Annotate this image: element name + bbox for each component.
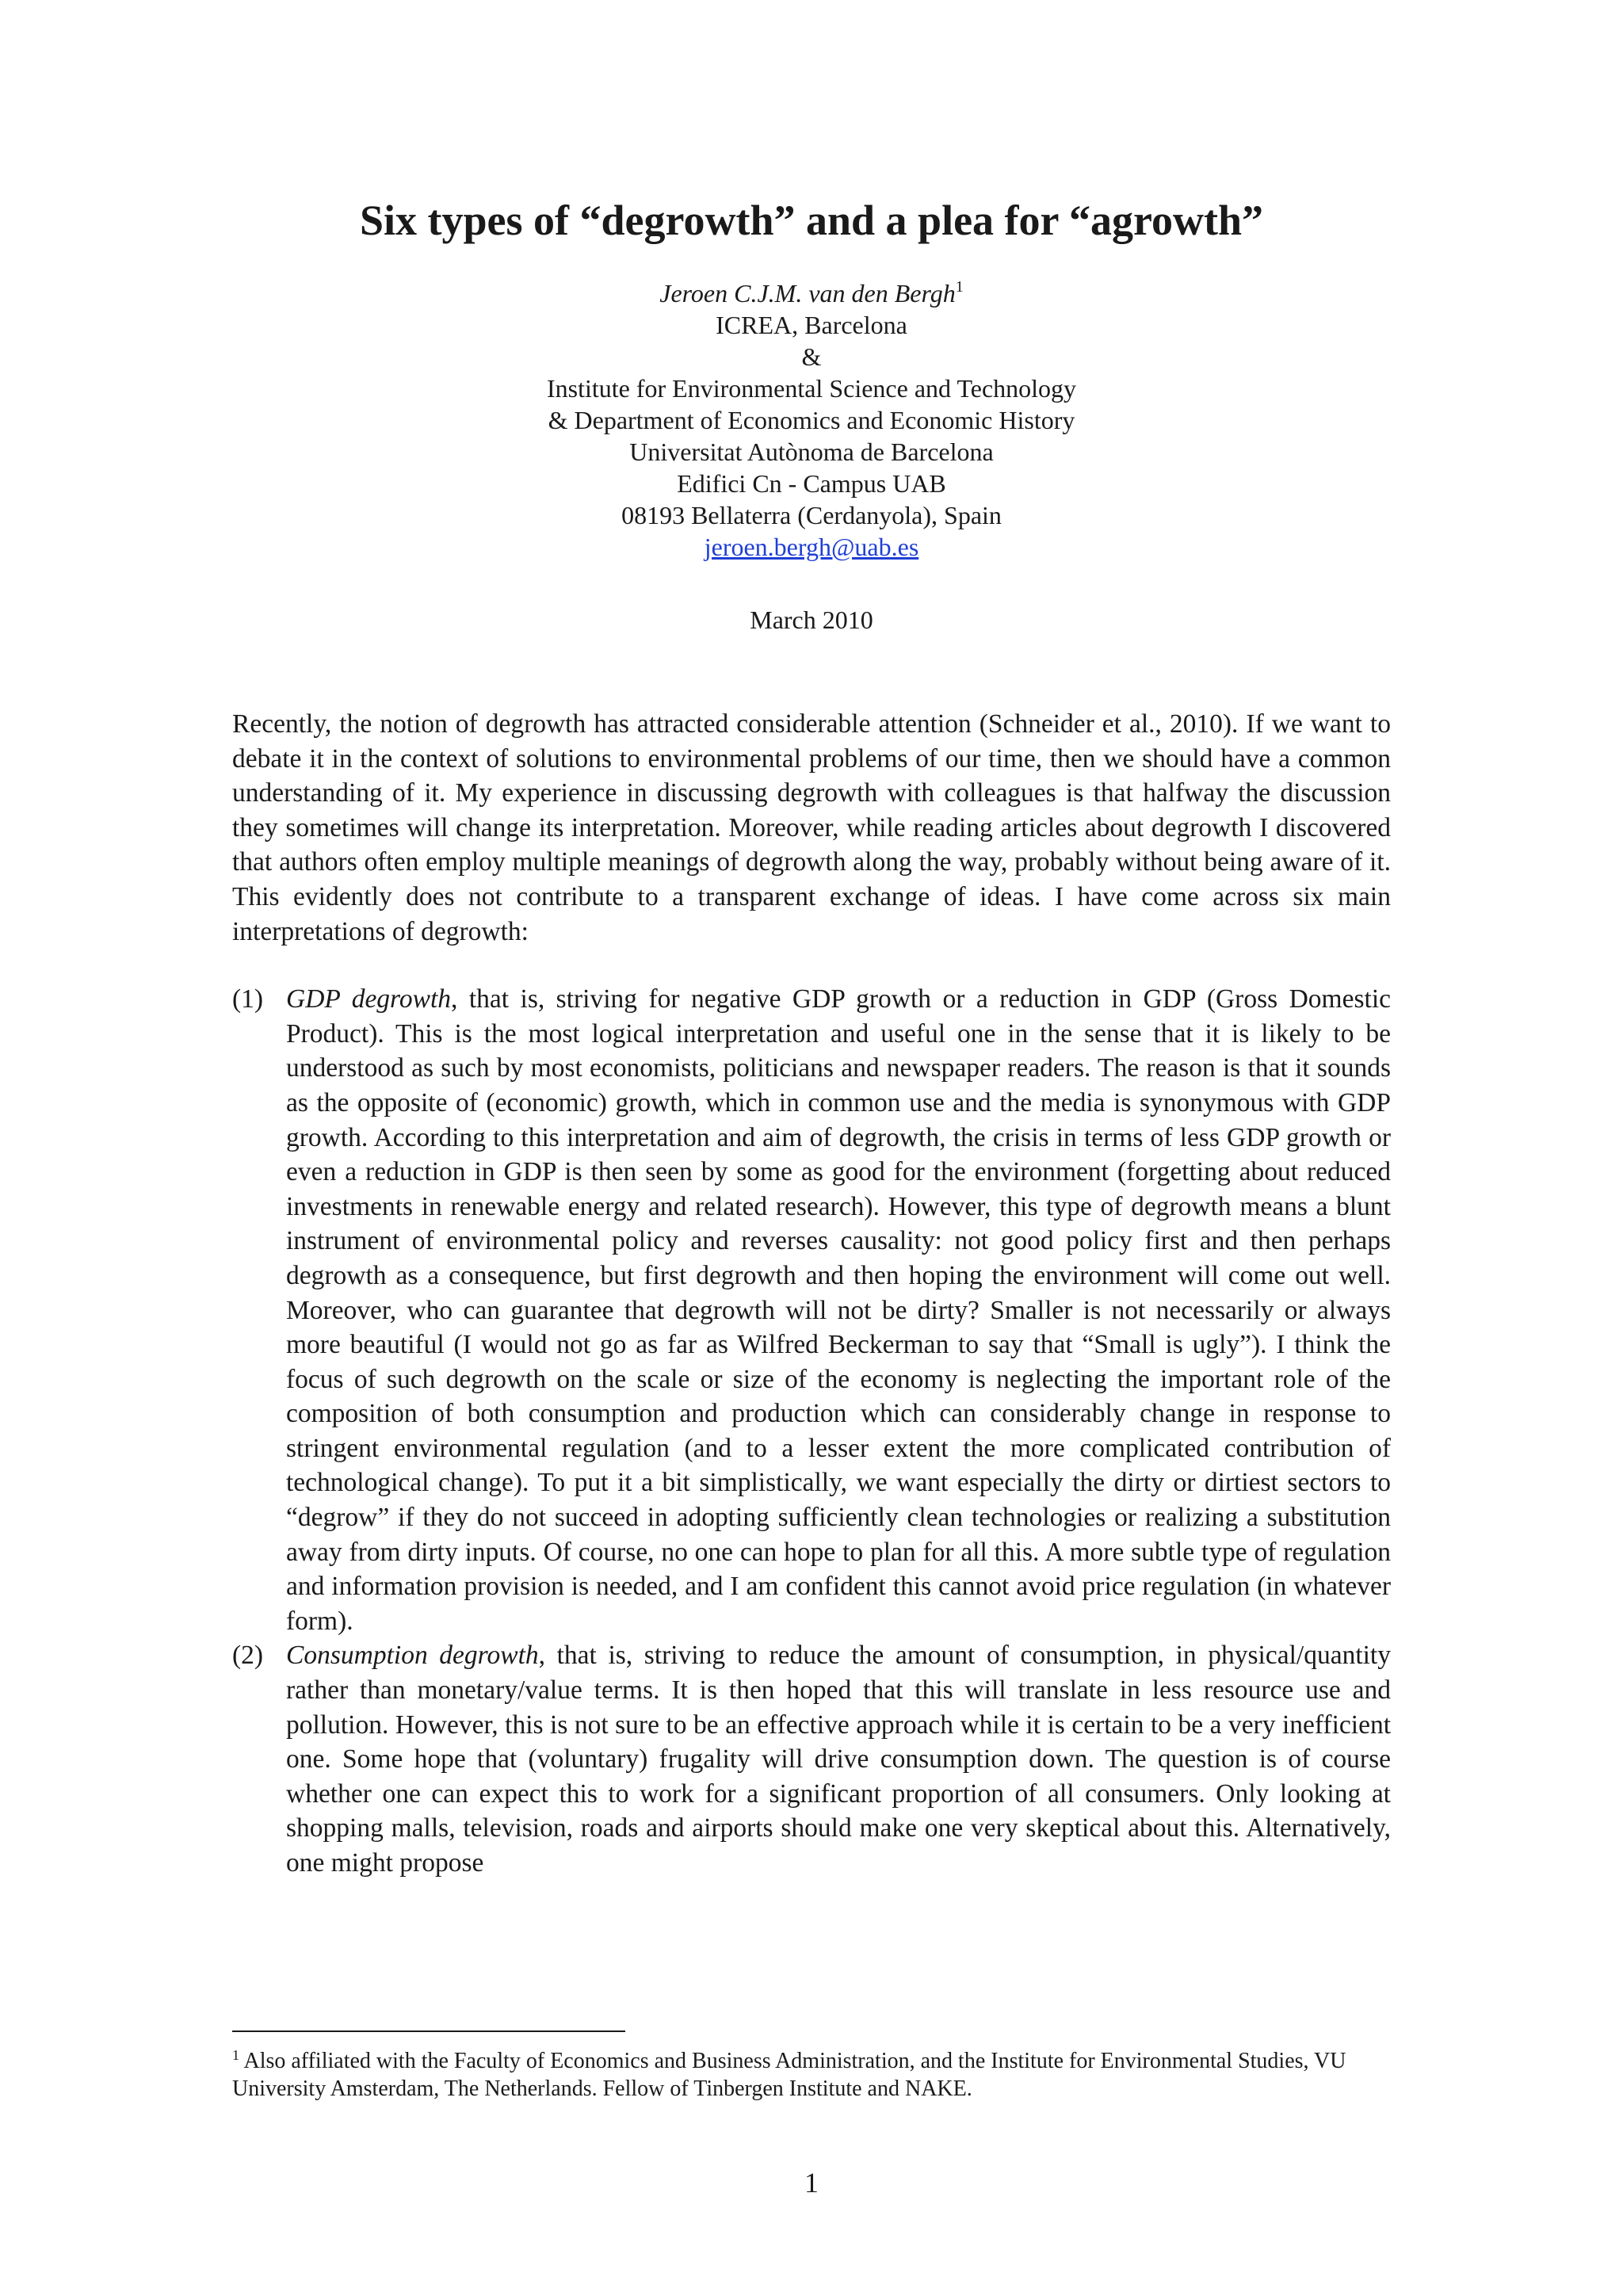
affiliation-line: 08193 Bellaterra (Cerdanyola), Spain <box>621 501 1002 529</box>
list-item-term: Consumption degrowth <box>286 1641 539 1671</box>
affiliation-line: Institute for Environmental Science and Technology <box>546 374 1077 403</box>
page-number: 1 <box>804 2167 819 2199</box>
degrowth-types-list <box>232 982 1391 1880</box>
list-item <box>232 982 1391 1638</box>
footnote <box>232 2047 1391 2103</box>
author-name: Jeroen C.J.M. van den Bergh <box>659 279 956 308</box>
list-item-number: (2) <box>232 1641 264 1671</box>
affiliation-line: Edifici Cn - Campus UAB <box>677 469 946 498</box>
footnote-text: Also affiliated with the Faculty of Economics and Business Administration, and the Institute for Environmental Studies, VU University Amsterdam, The Netherlands. Fellow of Tinbergen Institute and NAKE. <box>232 2049 1346 2101</box>
list-item-number: (1) <box>232 984 264 1014</box>
author-line <box>0 277 1623 309</box>
list-item-text: , that is, striving for negative GDP growth or a reduction in GDP (Gross Domestic Product). This is the most logical interpretation and useful one in the sense that it is likely to be understood as such by most economists, politicians and newspaper readers. The reason is that it sounds as the opposite of (economic) growth, which in common use and the media is synonymous with GDP growth. According to this interpretation and aim of degrowth, the crisis in terms of less GDP growth or even a reduction in GDP is then seen by some as good for the environment (forgetting about reduced investments in renewable energy and related research). However, this type of degrowth means a blunt instrument of environmental policy and reverses causality: not good policy first and then perhaps degrowth as a consequence, but first degrowth and then hoping the environment will come out well. Moreover, who can guarantee that degrowth will not be dirty? Smaller is not necessarily or always more beautiful (I would not go as far as Wilfred Beckerman to say that “Small is ugly”). I think the focus of such degrowth on the scale or size of the economy is neglecting the important role of the composition of both consumption and production which can considerably change in response to stringent environmental regulation (and to a lesser extent the more complicated contribution of technological change). To put it a bit simplistically, we want especially the dirty or dirtiest sectors to “degrow” if they do not succeed in adopting sufficiently clean technologies or realizing a substitution away from dirty inputs. Of course, no one can hope to plan for all this. A more subtle type of regulation and information provision is needed, and I am confident this cannot avoid price regulation (in whatever form). <box>286 984 1391 1636</box>
author-block <box>0 277 1623 563</box>
author-email-link[interactable]: jeroen.bergh@uab.es <box>704 533 919 561</box>
footnote-marker: 1 <box>232 2047 239 2063</box>
affiliation-line: Universitat Autònoma de Barcelona <box>629 437 994 466</box>
body-text <box>232 707 1391 1881</box>
list-item-text: , that is, striving to reduce the amount of consumption, in physical/quantity rather than monetary/value terms. It is then hoped that this will translate in less resource use and pollution. However, this is not sure to be an effective approach while it is certain to be a very inefficient one. Some hope that (voluntary) frugality will drive consumption down. The question is of course whether one can expect this to work for a significant proportion of all consumers. Only looking at shopping malls, television, roads and airports should make one very skeptical about this. Alternatively, one might propose <box>286 1641 1391 1878</box>
list-item-term: GDP degrowth <box>286 984 452 1014</box>
author-footnote-marker[interactable]: 1 <box>955 278 964 296</box>
publication-date: March 2010 <box>750 606 873 634</box>
email-line <box>0 531 1623 563</box>
affiliation-line: & Department of Economics and Economic History <box>548 406 1075 434</box>
footnote-separator <box>232 2030 625 2032</box>
affiliation-line: & <box>801 342 822 371</box>
paper-title: Six types of “degrowth” and a plea for “agrowth” <box>359 197 1264 244</box>
list-item <box>232 1638 1391 1880</box>
intro-paragraph: Recently, the notion of degrowth has attracted considerable attention (Schneider et al., 2010). If we want to debate it in the context of solutions to environmental problems of our time, then we should have a common understanding of it. My experience in discussing degrowth with colleagues is that halfway the discussion they sometimes will change its interpretation. Moreover, while reading articles about degrowth I discovered that authors often employ multiple meanings of degrowth along the way, probably without being aware of it. This evidently does not contribute to a transparent exchange of ideas. I have come across six main interpretations of degrowth: <box>232 709 1391 946</box>
affiliation-line: ICREA, Barcelona <box>716 311 907 339</box>
